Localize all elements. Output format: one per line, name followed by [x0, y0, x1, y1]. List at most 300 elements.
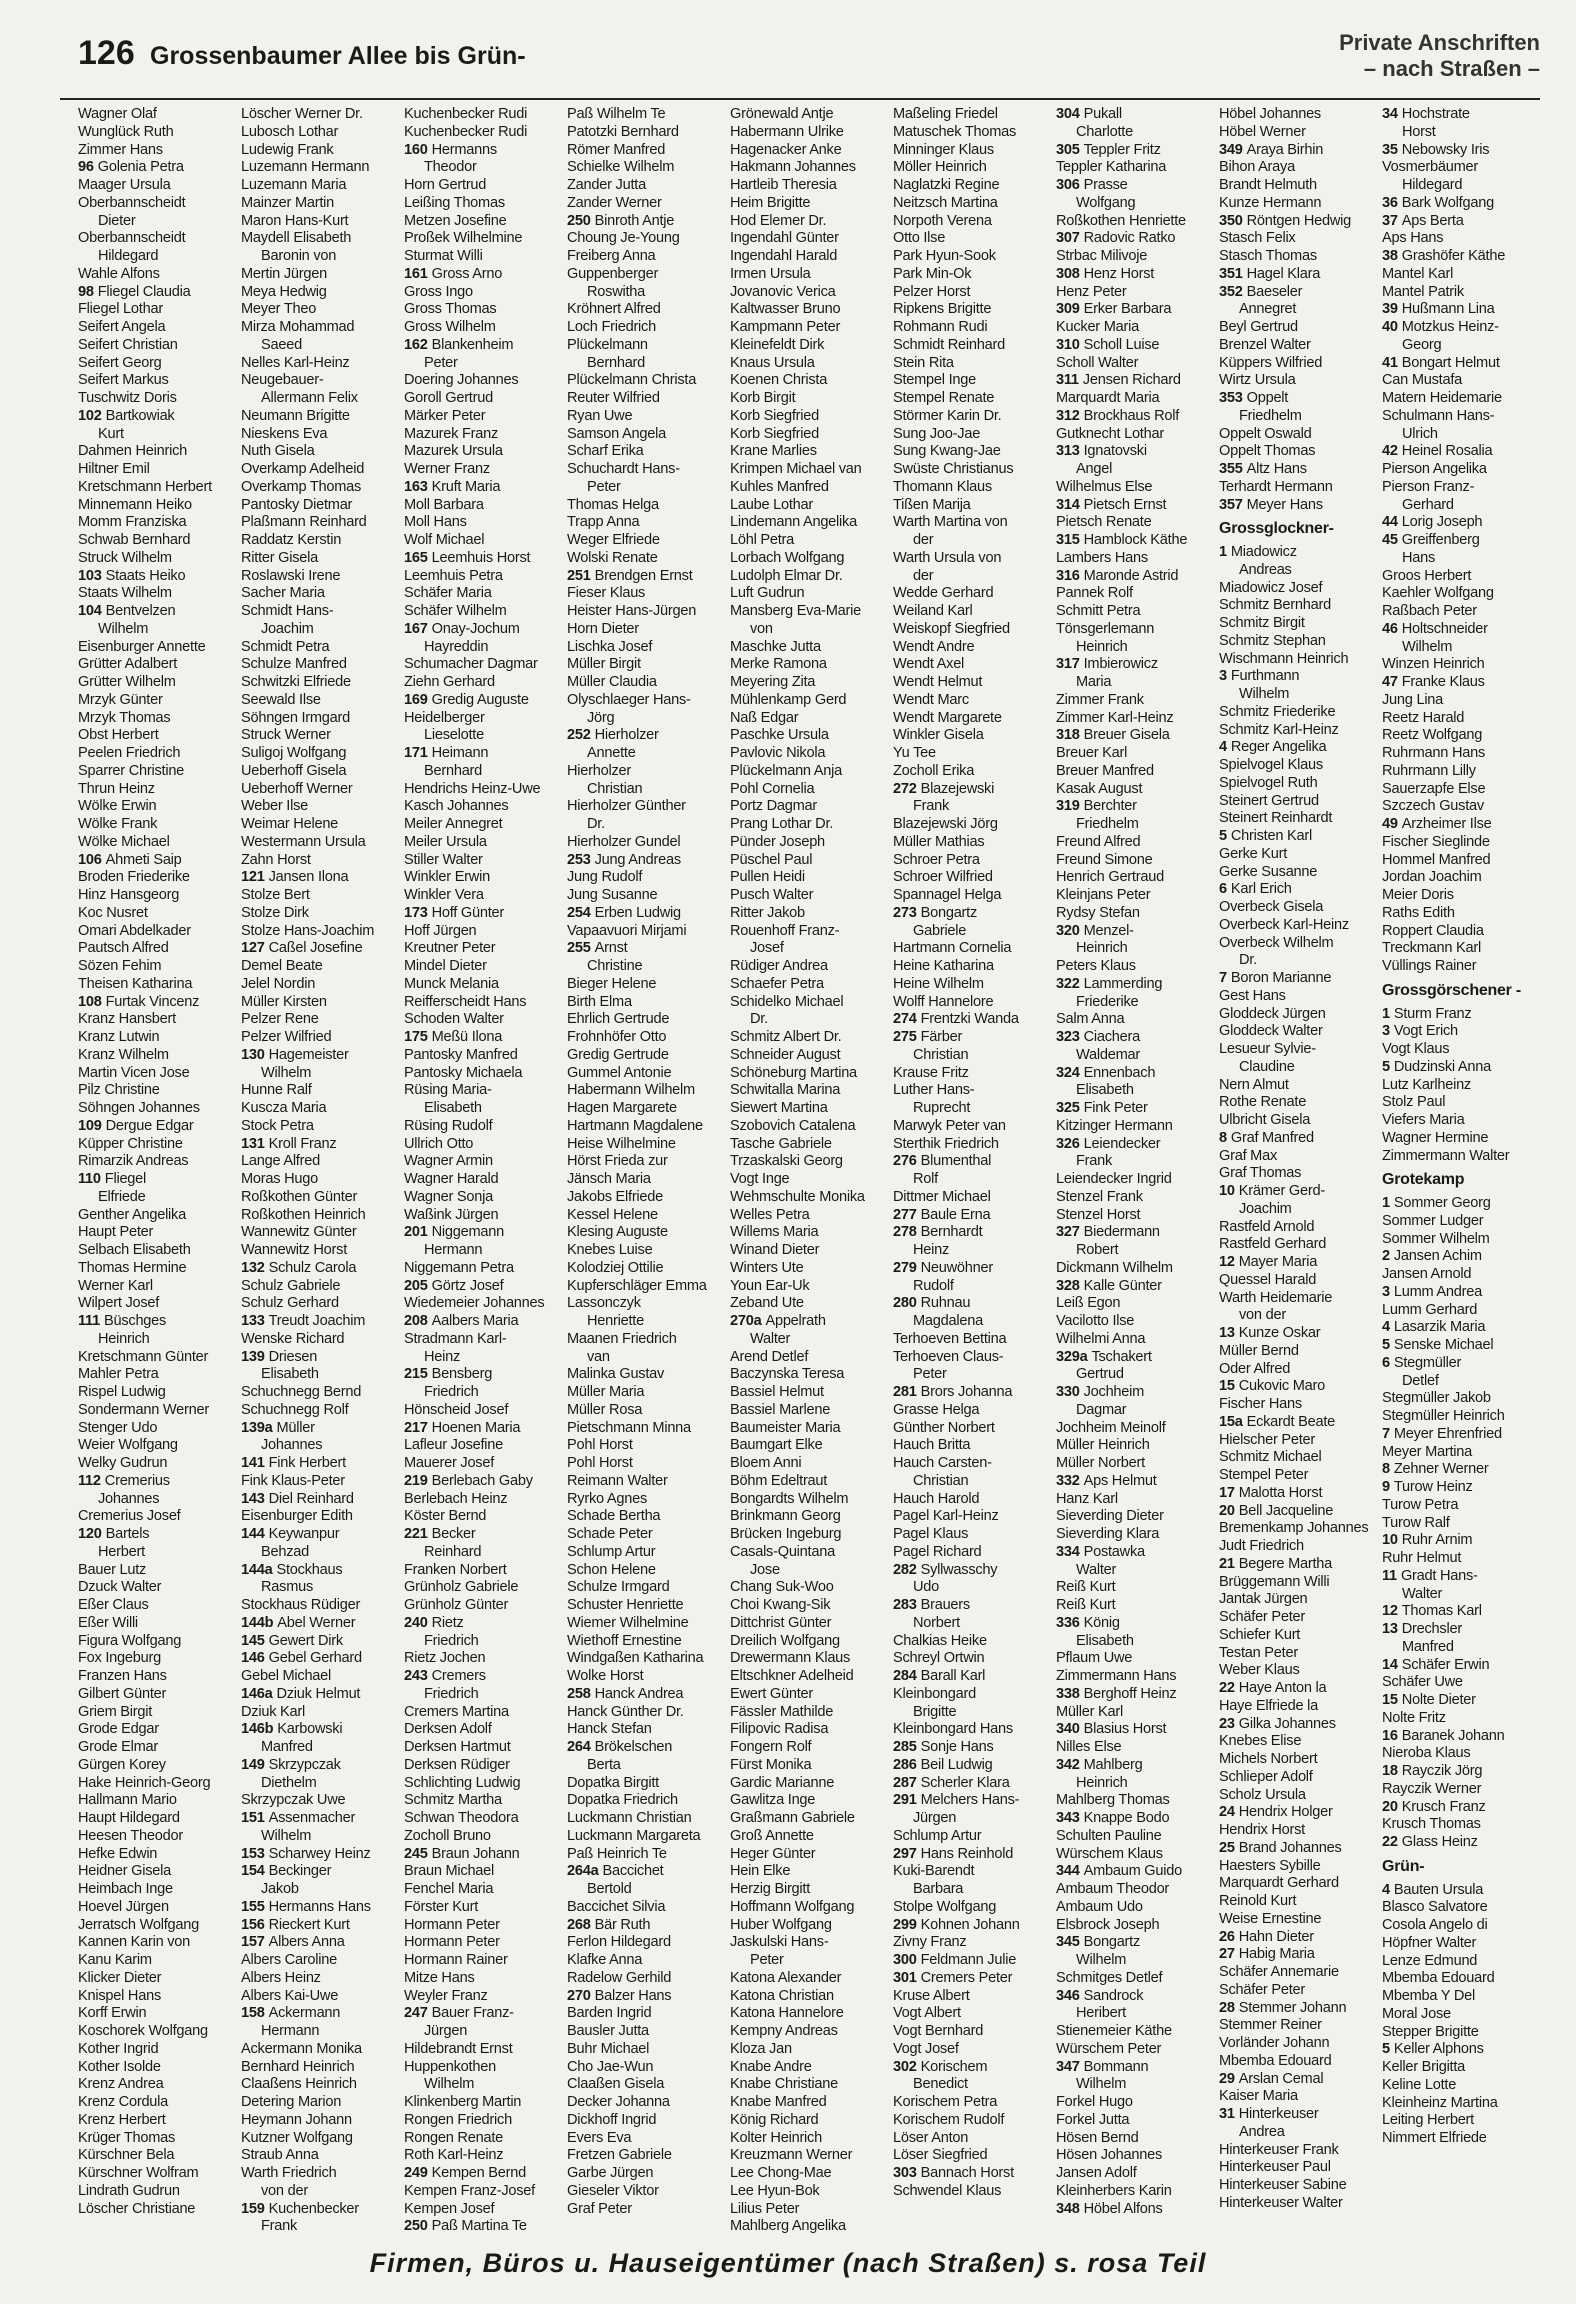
resident-name: der [913, 567, 934, 584]
directory-entry [404, 514, 567, 532]
resident-name: Lee Hyun-Bok [730, 2182, 820, 2199]
resident-name: Hommel Manfred [1382, 851, 1491, 868]
house-number: 254 [567, 904, 591, 921]
house-number: 156 [241, 1916, 265, 1933]
directory-entry [1219, 266, 1382, 284]
resident-name: Maron Hans-Kurt [241, 212, 349, 229]
resident-name: Imbierowicz [1083, 656, 1158, 673]
directory-entry [730, 1757, 893, 1775]
directory-entry [404, 1366, 567, 1384]
resident-name: Hendrix Holger [1238, 1804, 1333, 1821]
directory-entry [730, 514, 893, 532]
resident-name: Metzen Josefine [404, 212, 507, 229]
directory-entry [730, 621, 893, 639]
directory-entry [1219, 248, 1382, 266]
directory-entry [567, 1224, 730, 1242]
directory-entry [1056, 1420, 1219, 1438]
resident-name: Westermann Ursula [241, 833, 366, 850]
directory-entry [78, 763, 241, 781]
resident-name: Leiß Egon [1056, 1295, 1121, 1312]
resident-name: Paß Martina Te [431, 2218, 527, 2235]
house-number: 245 [404, 1845, 428, 1862]
directory-entry [893, 1757, 1056, 1775]
resident-name: Brenzel Walter [1219, 336, 1311, 353]
resident-name: Michels Norbert [1219, 1751, 1318, 1767]
resident-name: Schlichting Ludwig [404, 1774, 521, 1791]
house-number: 121 [241, 869, 265, 886]
house-number: 6 [1219, 881, 1227, 898]
directory-entry [730, 1562, 893, 1580]
directory-entry [1219, 952, 1382, 970]
house-number: 323 [1056, 1029, 1080, 1045]
house-number: 250 [404, 2218, 428, 2235]
resident-name: Wagner Olaf [78, 106, 157, 122]
directory-entry [1382, 497, 1545, 515]
resident-name: Marquardt Gerhard [1219, 1875, 1339, 1892]
directory-entry [730, 106, 893, 124]
directory-entry [567, 550, 730, 568]
directory-entry [1056, 1633, 1219, 1651]
directory-entry [1382, 869, 1545, 887]
resident-name: Brendgen Ernst [594, 567, 693, 584]
house-number: 41 [1382, 354, 1398, 371]
directory-entry [404, 1810, 567, 1828]
resident-name: Doering Johannes [404, 372, 519, 389]
resident-name: Georg [1402, 336, 1442, 353]
directory-entry [241, 1118, 404, 1136]
directory-entry [241, 1970, 404, 1988]
directory-entry [730, 1118, 893, 1136]
directory-entry [404, 390, 567, 408]
resident-name: Haye Elfriede la [1219, 1697, 1319, 1714]
house-number: 22 [1219, 1680, 1235, 1696]
directory-entry [404, 1739, 567, 1757]
directory-entry [1056, 2005, 1219, 2023]
resident-name: Winters Ute [730, 1259, 804, 1276]
directory-entry [78, 1650, 241, 1668]
resident-name: Manfred [261, 1739, 313, 1755]
directory-entry [404, 372, 567, 390]
directory-entry [567, 869, 730, 887]
house-number: 109 [78, 1117, 102, 1134]
resident-name: von [750, 620, 773, 637]
resident-name: König [1083, 1614, 1120, 1631]
directory-entry [1056, 2130, 1219, 2148]
house-number: 159 [241, 2200, 265, 2217]
resident-name: Krämer Gerd- [1238, 1183, 1325, 1199]
resident-name: Thomann Klaus [893, 478, 992, 495]
directory-entry [1382, 1882, 1545, 1900]
resident-name: Reifferscheidt Hans [404, 993, 527, 1010]
house-number: 25 [1219, 1839, 1235, 1856]
directory-entry [730, 1775, 893, 1793]
directory-entry [241, 763, 404, 781]
directory-entry [893, 621, 1056, 639]
resident-name: Gilka Johannes [1238, 1715, 1336, 1732]
resident-name: Spielvogel Ruth [1219, 774, 1318, 791]
directory-entry [1219, 899, 1382, 917]
directory-entry [241, 1455, 404, 1473]
directory-entry [1219, 1059, 1382, 1077]
directory-column [78, 106, 241, 2244]
resident-name: Hakmann Johannes [730, 159, 856, 176]
directory-entry [893, 1136, 1056, 1154]
directory-entry [567, 1171, 730, 1189]
resident-name: Ripkens Brigitte [893, 301, 992, 318]
directory-entry [404, 1331, 567, 1349]
directory-entry [1219, 1023, 1382, 1041]
house-number: 44 [1382, 514, 1398, 531]
directory-entry [1219, 195, 1382, 213]
resident-name: Viefers Maria [1382, 1112, 1465, 1128]
directory-entry [893, 1384, 1056, 1402]
resident-name: Siewert Martina [730, 1100, 828, 1116]
resident-name: Pagel Karl-Heinz [893, 1508, 999, 1525]
directory-entry [404, 1153, 567, 1171]
directory-entry [1382, 1568, 1545, 1586]
directory-entry [1382, 1621, 1545, 1639]
resident-name: Berlebach Heinz [404, 1490, 508, 1507]
resident-name: Vogt Bernhard [893, 2023, 984, 2039]
house-number: 300 [893, 1952, 917, 1968]
directory-entry [1219, 1077, 1382, 1095]
resident-name: Breuer Gisela [1083, 727, 1170, 744]
resident-name: Pantosky Dietmar [241, 496, 353, 513]
resident-name: Römer Manfred [567, 141, 666, 158]
directory-entry [404, 852, 567, 870]
resident-name: von der [261, 2182, 308, 2199]
house-number: 141 [241, 1455, 265, 1471]
directory-entry [404, 798, 567, 816]
resident-name: Senske Michael [1393, 1337, 1494, 1353]
directory-entry [78, 1331, 241, 1349]
resident-name: Peters Klaus [1056, 958, 1136, 974]
resident-name: Meßü Ilona [431, 1029, 503, 1045]
resident-name: Ackermann Monika [241, 2040, 362, 2057]
resident-name: Kranz Lutwin [78, 1029, 160, 1045]
resident-name: Josef [750, 940, 784, 957]
house-number: 9 [1382, 1479, 1390, 1495]
resident-name: Pautsch Alfred [78, 940, 169, 957]
resident-name: Rongen Friedrich [404, 2111, 512, 2128]
directory-entry [1056, 1136, 1219, 1154]
directory-entry [241, 869, 404, 887]
resident-name: Overbeck Karl-Heinz [1219, 916, 1349, 933]
directory-entry [730, 337, 893, 355]
house-number: 120 [78, 1526, 102, 1542]
house-number: 37 [1382, 212, 1398, 229]
directory-entry [1219, 1662, 1382, 1680]
house-number: 20 [1219, 1502, 1235, 1519]
resident-name: Bloem Anni [730, 1455, 802, 1471]
directory-entry [241, 1047, 404, 1065]
directory-entry [567, 1047, 730, 1065]
resident-name: Park Hyun-Sook [893, 248, 996, 264]
directory-entry [730, 905, 893, 923]
resident-name: Skrzypczak Uwe [241, 1792, 346, 1809]
resident-name: Assenmacher [268, 1810, 356, 1826]
directory-entry [241, 727, 404, 745]
directory-entry [730, 1508, 893, 1526]
directory-entry [1219, 1165, 1382, 1183]
directory-entry [567, 1988, 730, 2006]
resident-name: Prang Lothar Dr. [730, 816, 834, 832]
directory-entry [404, 195, 567, 213]
house-number: 348 [1056, 2200, 1080, 2217]
resident-name: Walter [1076, 1561, 1117, 1578]
directory-entry [404, 1189, 567, 1207]
directory-entry [241, 585, 404, 603]
resident-name: Derksen Hartmut [404, 1739, 511, 1755]
directory-entry [404, 1863, 567, 1881]
directory-entry [1382, 2095, 1545, 2113]
resident-name: Wendt Axel [893, 656, 965, 673]
resident-name: Kaehler Wolfgang [1382, 585, 1494, 602]
directory-entry [241, 1739, 404, 1757]
directory-entry [1056, 1650, 1219, 1668]
resident-name: Koenen Christa [730, 372, 828, 389]
directory-entry [567, 2112, 730, 2130]
resident-name: Joachim [261, 620, 314, 637]
resident-name: Cremerius Josef [78, 1508, 181, 1525]
resident-name: Hermann [424, 1242, 483, 1258]
resident-name: Naglatzki Regine [893, 177, 1000, 193]
directory-entry [1219, 810, 1382, 828]
resident-name: Claaßens Heinrich [241, 2076, 357, 2093]
directory-entry [1056, 479, 1219, 497]
directory-entry [567, 177, 730, 195]
resident-name: Elisabeth [1076, 1082, 1134, 1099]
resident-name: Feldmann Julie [920, 1952, 1017, 1968]
directory-entry [567, 763, 730, 781]
house-number: 4 [1219, 739, 1227, 756]
resident-name: Wendt Helmut [893, 674, 983, 690]
resident-name: Binroth Antje [594, 212, 675, 229]
resident-name: Knappe Bodo [1083, 1810, 1170, 1826]
directory-entry [1056, 2023, 1219, 2041]
directory-entry [1382, 532, 1545, 550]
resident-name: Turow Ralf [1382, 1514, 1450, 1531]
resident-name: Fliegel Lothar [78, 301, 163, 318]
directory-entry [1056, 2076, 1219, 2094]
resident-name: Gradt Hans- [1400, 1567, 1478, 1584]
directory-entry [241, 2130, 404, 2148]
house-number: 131 [241, 1135, 265, 1152]
directory-entry [404, 905, 567, 923]
resident-name: Nolte Fritz [1382, 1709, 1446, 1726]
resident-name: Ruhnau [920, 1295, 971, 1312]
resident-name: Mühlenkamp Gerd [730, 691, 847, 708]
resident-name: Wahle Alfons [78, 265, 160, 282]
resident-name: Scharwey Heinz [268, 1845, 371, 1862]
directory-entry [893, 2147, 1056, 2165]
directory-entry [1382, 372, 1545, 390]
resident-name: Pantosky Michaela [404, 1064, 523, 1081]
directory-entry [404, 230, 567, 248]
resident-name: Paß Wilhelm Te [567, 106, 666, 122]
house-number: 23 [1219, 1715, 1235, 1732]
resident-name: Huppenkothen [404, 2058, 496, 2075]
resident-name: Gieseler Viktor [567, 2182, 659, 2199]
resident-name: Pukall [1083, 106, 1122, 122]
resident-name: Tönsgerlemann [1056, 620, 1155, 637]
directory-entry [730, 2147, 893, 2165]
directory-entry [1219, 1716, 1382, 1734]
resident-name: Blasius Horst [1083, 1721, 1167, 1738]
directory-entry [241, 106, 404, 124]
directory-entry [1382, 1781, 1545, 1799]
directory-entry [730, 834, 893, 852]
resident-name: Lenze Edmund [1382, 1952, 1478, 1969]
resident-name: Jaskulski Hans- [730, 1934, 829, 1951]
resident-name: Korischem [920, 2058, 988, 2075]
resident-name: Pullen Heidi [730, 869, 805, 886]
directory-entry [1056, 337, 1219, 355]
resident-name: Grotekamp [1382, 1171, 1465, 1189]
directory-entry [893, 1704, 1056, 1722]
directory-entry [78, 1402, 241, 1420]
resident-name: Strbac Milivoje [1056, 248, 1148, 264]
directory-entry [567, 426, 730, 444]
directory-entry [1056, 443, 1219, 461]
resident-name: Reiß Kurt [1056, 1597, 1116, 1613]
directory-entry [1056, 639, 1219, 657]
directory-entry [730, 1721, 893, 1739]
resident-name: Seifert Markus [78, 372, 169, 389]
resident-name: Maager Ursula [78, 177, 171, 193]
directory-entry [78, 1704, 241, 1722]
house-number: 13 [1219, 1325, 1235, 1341]
resident-name: Brinkmann Georg [730, 1508, 841, 1525]
resident-name: Scholl Walter [1056, 354, 1139, 371]
directory-entry [404, 1757, 567, 1775]
directory-entry [78, 532, 241, 550]
resident-name: Bommann [1083, 2058, 1149, 2075]
resident-name: Thomas Karl [1401, 1603, 1482, 1620]
directory-entry [1382, 639, 1545, 657]
resident-name: Abel Werner [277, 1614, 356, 1631]
resident-name: Beckinger [268, 1863, 332, 1880]
directory-entry [404, 958, 567, 976]
resident-name: Christine [587, 958, 643, 974]
house-number: 12 [1382, 1603, 1398, 1620]
directory-entry [1382, 1426, 1545, 1444]
resident-name: Plückelmann Anja [730, 762, 843, 779]
resident-name: Choung Je-Young [567, 230, 680, 247]
directory-entry [404, 284, 567, 302]
resident-name: Hierholzer Günther [567, 798, 686, 815]
resident-name: Sommer Wilhelm [1382, 1230, 1490, 1247]
resident-name: Sterthik Friedrich [893, 1135, 999, 1152]
directory-entry [78, 940, 241, 958]
directory-entry [730, 1473, 893, 1491]
directory-entry [893, 390, 1056, 408]
resident-name: Stenger Udo [78, 1419, 158, 1436]
directory-entry [404, 124, 567, 142]
directory-entry [1219, 1751, 1382, 1769]
resident-name: Nern Almut [1219, 1076, 1289, 1093]
resident-name: Hildebrandt Ernst [404, 2040, 513, 2057]
directory-entry [241, 1420, 404, 1438]
resident-name: Cukovic Maro [1238, 1378, 1325, 1395]
resident-name: Koschorek Wolfgang [78, 2023, 208, 2039]
directory-entry [1219, 846, 1382, 864]
resident-name: Werner Franz [404, 461, 490, 477]
resident-name: Jensen Richard [1082, 372, 1181, 389]
directory-entry [1382, 1213, 1545, 1231]
directory-entry [1056, 727, 1219, 745]
resident-name: Christian [913, 1046, 969, 1063]
directory-entry [1382, 266, 1545, 284]
resident-name: Altz Hans [1246, 461, 1307, 477]
directory-entry [404, 994, 567, 1012]
directory-entry [1056, 1171, 1219, 1189]
resident-name: Lieselotte [424, 727, 484, 744]
resident-name: Spielvogel Klaus [1219, 757, 1323, 773]
directory-entry [1219, 1396, 1382, 1414]
directory-entry [1382, 284, 1545, 302]
directory-entry [567, 603, 730, 621]
directory-entry [1056, 1597, 1219, 1615]
directory-entry [1382, 834, 1545, 852]
directory-entry [893, 1828, 1056, 1846]
directory-entry [893, 852, 1056, 870]
house-number: 349 [1219, 141, 1243, 158]
resident-name: Schoden Walter [404, 1011, 504, 1028]
directory-entry [241, 1721, 404, 1739]
resident-name: Friedhelm [1239, 407, 1302, 424]
directory-entry [893, 2130, 1056, 2148]
resident-name: Kuki-Barendt [893, 1863, 975, 1880]
directory-entry [1219, 1627, 1382, 1645]
directory-entry [1382, 1373, 1545, 1391]
directory-entry [1219, 1307, 1382, 1325]
directory-entry [404, 1402, 567, 1420]
directory-entry [730, 2041, 893, 2059]
resident-name: Pagel Klaus [893, 1526, 969, 1542]
directory-entry [1056, 1384, 1219, 1402]
resident-name: Staats Heiko [105, 567, 186, 584]
resident-name: Balzer Hans [594, 1987, 672, 2004]
resident-name: Hoffmann Wolfgang [730, 1898, 855, 1915]
resident-name: Henz Horst [1083, 265, 1155, 282]
resident-name: Aalbers Maria [431, 1313, 519, 1329]
directory-entry [404, 1988, 567, 2006]
directory-entry [893, 2023, 1056, 2041]
resident-name: Testan Peter [1219, 1644, 1298, 1661]
resident-name: Lindemann Angelika [730, 514, 857, 531]
directory-entry [893, 869, 1056, 887]
resident-name: Bertold [587, 1881, 632, 1897]
directory-entry [78, 1739, 241, 1757]
house-number: 111 [78, 1313, 100, 1329]
directory-entry [730, 869, 893, 887]
resident-name: Mirza Mohammad [241, 319, 355, 335]
directory-entry [567, 408, 730, 426]
resident-name: Sondermann Werner [78, 1401, 209, 1418]
directory-entry [1219, 1698, 1382, 1716]
directory-entry [1382, 1710, 1545, 1728]
house-number: 1 [1219, 544, 1227, 560]
resident-name: Maronde Astrid [1083, 567, 1179, 584]
directory-entry [730, 1544, 893, 1562]
resident-name: Korischem Petra [893, 2094, 998, 2110]
directory-entry [404, 337, 567, 355]
resident-name: Figura Wolfgang [78, 1632, 182, 1649]
resident-name: Jürgen [424, 2023, 468, 2039]
directory-entry [78, 1047, 241, 1065]
directory-entry [1056, 301, 1219, 319]
